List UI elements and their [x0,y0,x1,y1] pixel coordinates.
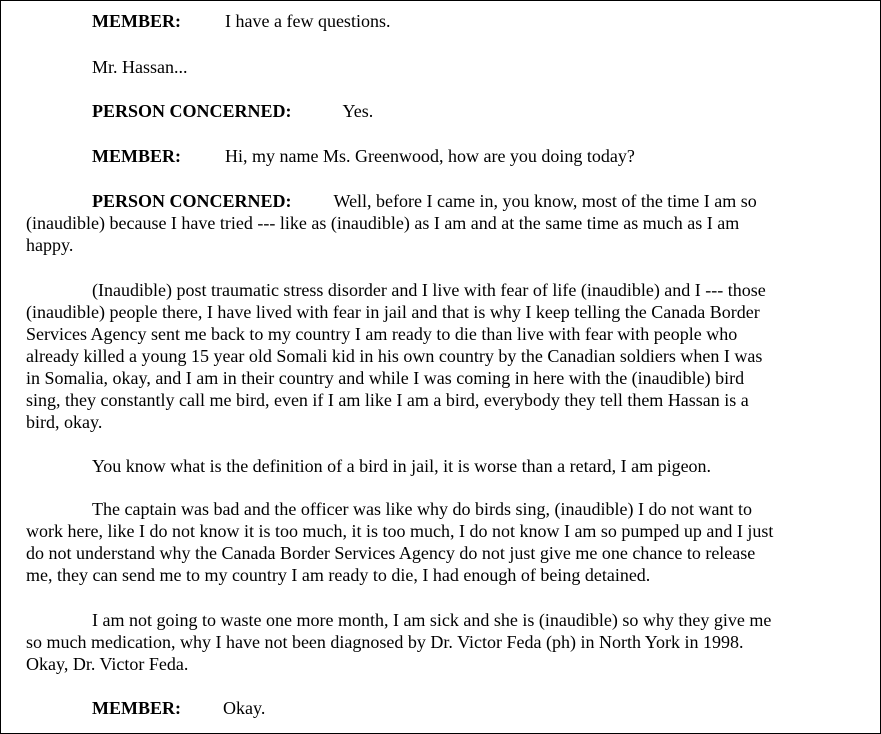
transcript-line: so much medication, why I have not been diagnosed by Dr. Victor Feda (ph) in North York in 1998. [26,632,744,652]
transcript-line [92,190,757,212]
utterance-text: Okay. [223,698,266,718]
transcript-line: do not understand why the Canada Border Services Agency do not just give me one chance to release [26,543,756,563]
utterance-text: Mr. Hassan... [92,57,188,77]
speaker-label: MEMBER: [92,11,181,31]
speaker-label: PERSON CONCERNED: [92,191,292,211]
transcript-line: already killed a young 15 year old Somali kid in his own country by the Canadian soldiers when I was [26,346,763,366]
transcript-line: bird, okay. [26,412,103,432]
utterance-text: Yes. [342,101,374,121]
transcript-line: work here, like I do not know it is too much, it is too much, I do not know I am so pumped up and I just [26,521,774,541]
transcript-line: You know what is the definition of a bird in jail, it is worse than a retard, I am pigeon. [92,456,712,476]
transcript-line: in Somalia, okay, and I am in their country and while I was coming in here with the (inaudible) bird [26,368,745,388]
transcript-line: Services Agency sent me back to my country I am ready to die than live with fear with people who [26,324,738,344]
transcript-line: (inaudible) because I have tried --- like as (inaudible) as I am and at the same time as much as I am [26,213,740,233]
transcript-line: sing, they constantly call me bird, even if I am like I am a bird, everybody they tell them Hassan is a [26,390,749,410]
speaker-label: PERSON CONCERNED: [92,101,292,121]
transcript-line [92,100,373,122]
speaker-label: MEMBER: [92,698,181,718]
transcript-line: Okay, Dr. Victor Feda. [26,654,189,674]
utterance-text: Hi, my name Ms. Greenwood, how are you doing today? [225,146,635,166]
transcript-line [92,145,635,167]
transcript-line: (Inaudible) post traumatic stress disorder and I live with fear of life (inaudible) and I --- those [92,280,766,300]
utterance-text: Well, before I came in, you know, most of the time I am so [333,191,757,211]
transcript-line [92,56,188,78]
transcript-line: (inaudible) people there, I have lived with fear in jail and that is why I keep telling the Canada Border [26,302,760,322]
speaker-label: MEMBER: [92,146,181,166]
transcript-line: I am not going to waste one more month, I am sick and she is (inaudible) so why they give me [92,610,772,630]
transcript-line [92,697,265,719]
transcript-line: happy. [26,235,74,255]
transcript-line [92,10,390,32]
utterance-text: I have a few questions. [225,11,391,31]
transcript-line: me, they can send me to my country I am ready to die, I had enough of being detained. [26,565,651,585]
transcript-line: The captain was bad and the officer was like why do birds sing, (inaudible) I do not want to [92,499,752,519]
